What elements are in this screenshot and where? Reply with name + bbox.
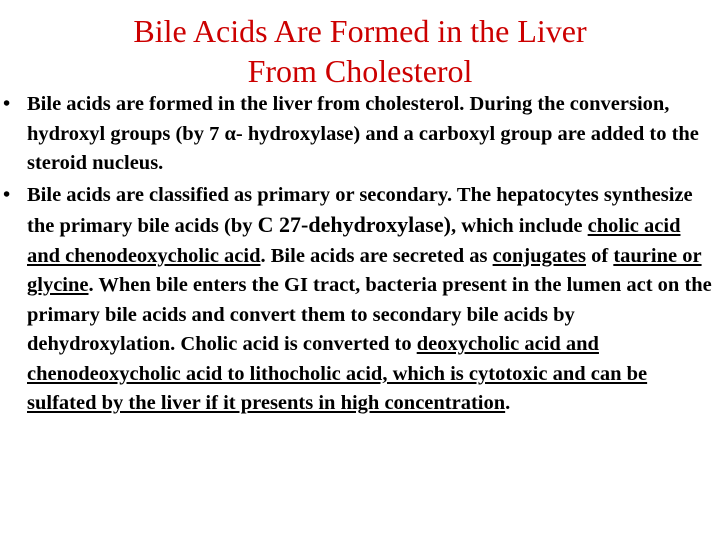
conjugates-underlined: conjugates <box>492 244 586 267</box>
bullet-text-part: of <box>586 244 614 267</box>
primary-bile-acids-underlined: cholic acid and chenodeoxycholic acid <box>27 215 681 267</box>
slide-title <box>0 11 720 91</box>
bullet-item-formation <box>0 90 720 179</box>
bullet-text-part: . When bile enters the GI tract, bacteria present in the lumen act on the primary bile acids and convert them to secondary bile acids by dehydroxylation. Cholic acid is converted to <box>27 274 712 355</box>
bullet-marker: • <box>3 183 11 206</box>
bullet-marker: • <box>3 93 11 115</box>
bullet-text-formation: Bile acids are formed in the liver from cholesterol. During the conversion, hydroxyl groups (by 7 α- hydroxylase) and a carboxyl group are added to the steroid nucleus. <box>27 93 699 174</box>
title-line-2: From Cholesterol <box>247 53 473 89</box>
bullet-text-part: . <box>505 392 511 414</box>
taurine-glycine-underlined: taurine or glycine <box>27 244 702 296</box>
bullet-text-part: , which include <box>450 215 588 237</box>
bullet-list <box>0 90 720 419</box>
bullet-text-part: . Bile acids are secreted as <box>260 244 493 267</box>
bullet-text-part: Bile acids are classified as primary or secondary. The hepatocytes synthesize the primary bile acids (by <box>27 183 693 237</box>
bullet-item-classification <box>0 181 720 419</box>
title-line-1: Bile Acids Are Formed in the Liver <box>133 13 587 49</box>
secondary-bile-acids-underlined: deoxycholic acid and chenodeoxycholic acid to lithocholic acid, which is cytotoxic and can be sulfated by the liver if it presents in high concentration <box>27 333 648 414</box>
enzyme-name: C 27-dehydroxylase) <box>257 212 451 237</box>
